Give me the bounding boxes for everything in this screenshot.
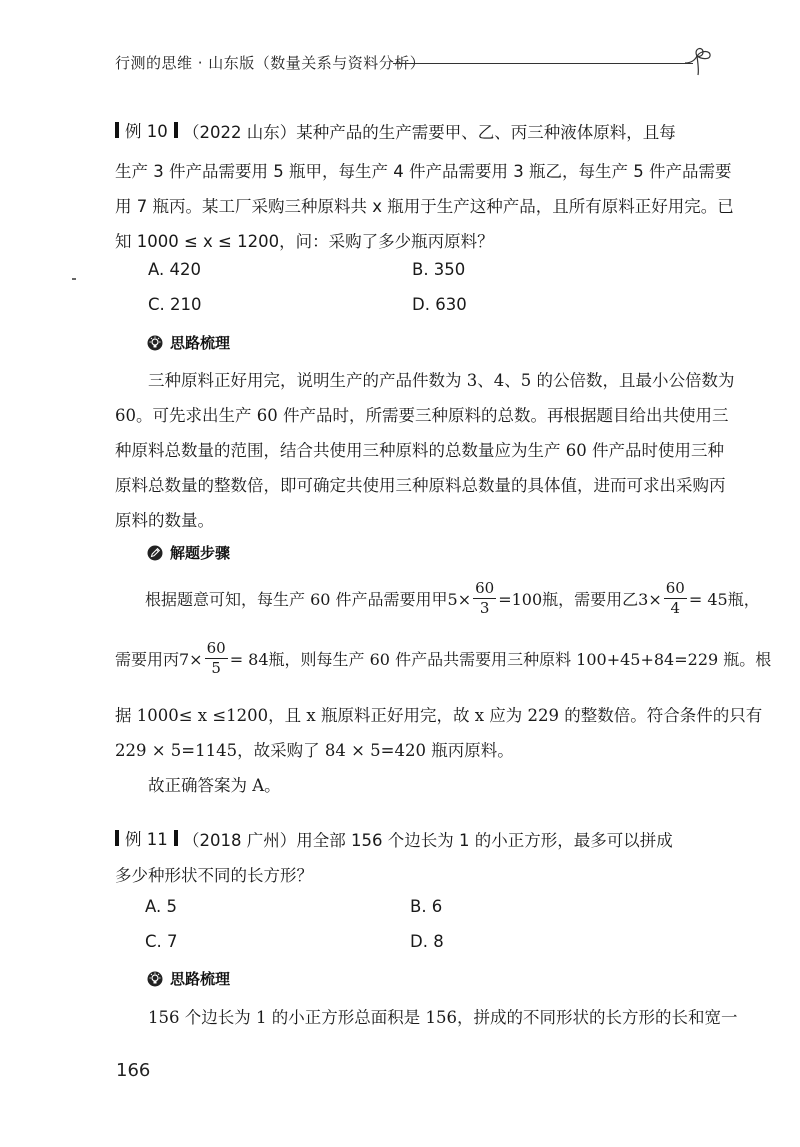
example10-analysis-heading: 思路梳理 <box>147 332 230 353</box>
example10-option-c: C. 210 <box>148 295 202 314</box>
example10-solution-heading: 解题步骤 <box>147 542 230 563</box>
example10-solution-line-4: 229 × 5=1145，故采购了 84 × 5=420 瓶丙原料。 <box>115 741 514 760</box>
fraction-60-5: $\frac{60}{5}$ <box>206 639 226 677</box>
example10-analysis-line-5: 原料的数量。 <box>115 511 214 530</box>
label-bar-left <box>115 830 119 846</box>
label-bar-left <box>115 122 119 138</box>
example10-source: （2022 山东） <box>183 123 297 142</box>
example10-analysis-line-2: 60。可先求出生产 60 件产品时，所需要三种原料的总数。再根据题目给出共使用三 <box>115 406 729 425</box>
example11-option-a: A. 5 <box>145 897 177 916</box>
example10-answer: 故正确答案为 A。 <box>148 776 281 795</box>
example11-option-d: D. 8 <box>410 932 444 951</box>
example11-analysis-line-1: 156 个边长为 1 的小正方形总面积是 156，拼成的不同形状的长方形的长和宽一 <box>148 1008 738 1027</box>
example10-analysis-line-3: 种原料总数量的范围，结合共使用三种原料的总数量应为生产 60 件产品时使用三种 <box>115 441 724 460</box>
example11-source: （2018 广州） <box>183 831 297 850</box>
example11-stem-line-2: 多少种形状不同的长方形？ <box>115 866 313 885</box>
example11-stem-line-1 <box>115 826 673 851</box>
label-bar-right <box>174 122 178 138</box>
header-title: 行测的思维 · 山东版（数量关系与资料分析） <box>115 54 426 72</box>
lightbulb-icon <box>147 971 163 987</box>
example10-analysis-line-1: 三种原料正好用完，说明生产的产品件数为 3、4、5 的公倍数，且最小公倍数为 <box>148 371 735 390</box>
label-bar-right <box>174 830 178 846</box>
lightbulb-icon <box>147 335 163 351</box>
example10-solution-line-2: 需要用丙7× $\frac{60}{5}$ = 84瓶，则每生产 60 件产品共需要用三种原料 100+45+84=229 瓶。根 <box>115 639 772 677</box>
pencil-icon <box>147 545 163 561</box>
example10-stem-line-3: 用 7 瓶丙。某工厂采购三种原料共 x 瓶用于生产这种产品，且所有原料正好用完。已 <box>115 197 734 216</box>
example10-solution-line-3: 据 1000≤ x ≤1200，且 x 瓶原料正好用完，故 x 应为 229 的整数倍。符合条件的只有 <box>115 706 763 725</box>
example11-stem-text-1: 用全部 156 个边长为 1 的小正方形，最多可以拼成 <box>296 831 673 850</box>
example10-label: 例 10 <box>115 118 178 142</box>
example10-option-b: B. 350 <box>412 260 466 279</box>
example11-label: 例 11 <box>115 826 178 850</box>
example11-option-b: B. 6 <box>410 897 443 916</box>
example10-analysis-line-4: 原料总数量的整数倍，即可确定共使用三种原料总数量的具体值，进而可求出采购丙 <box>115 476 726 495</box>
sprout-icon <box>681 44 715 78</box>
example10-stem-line-2: 生产 3 件产品需要用 5 瓶甲，每生产 4 件产品需要用 3 瓶乙，每生产 5 件产品需要 <box>115 162 732 181</box>
fraction-60-3: $\frac{60}{3}$ <box>475 579 495 617</box>
running-header <box>115 44 715 84</box>
example10-option-d: D. 630 <box>412 295 467 314</box>
example10-stem-text-1: 某种产品的生产需要甲、乙、丙三种液体原料，且每 <box>296 123 676 142</box>
example10-stem-line-1 <box>115 118 676 143</box>
fraction-60-4: $\frac{60}{4}$ <box>665 579 685 617</box>
stray-mark <box>72 278 76 280</box>
page-number: 166 <box>116 1060 151 1081</box>
example10-stem-line-4: 知 1000 ≤ x ≤ 1200，问：采购了多少瓶丙原料？ <box>115 232 494 251</box>
example10-solution-line-1: 根据题意可知，每生产 60 件产品需要用甲5× $\frac{60}{3}$ =100瓶，需要用乙3× $\frac{60}{4}$ = 45瓶， <box>145 579 760 617</box>
example10-option-a: A. 420 <box>148 260 201 279</box>
example11-option-c: C. 7 <box>145 932 178 951</box>
header-rule <box>393 63 693 64</box>
example11-analysis-heading: 思路梳理 <box>147 968 230 989</box>
